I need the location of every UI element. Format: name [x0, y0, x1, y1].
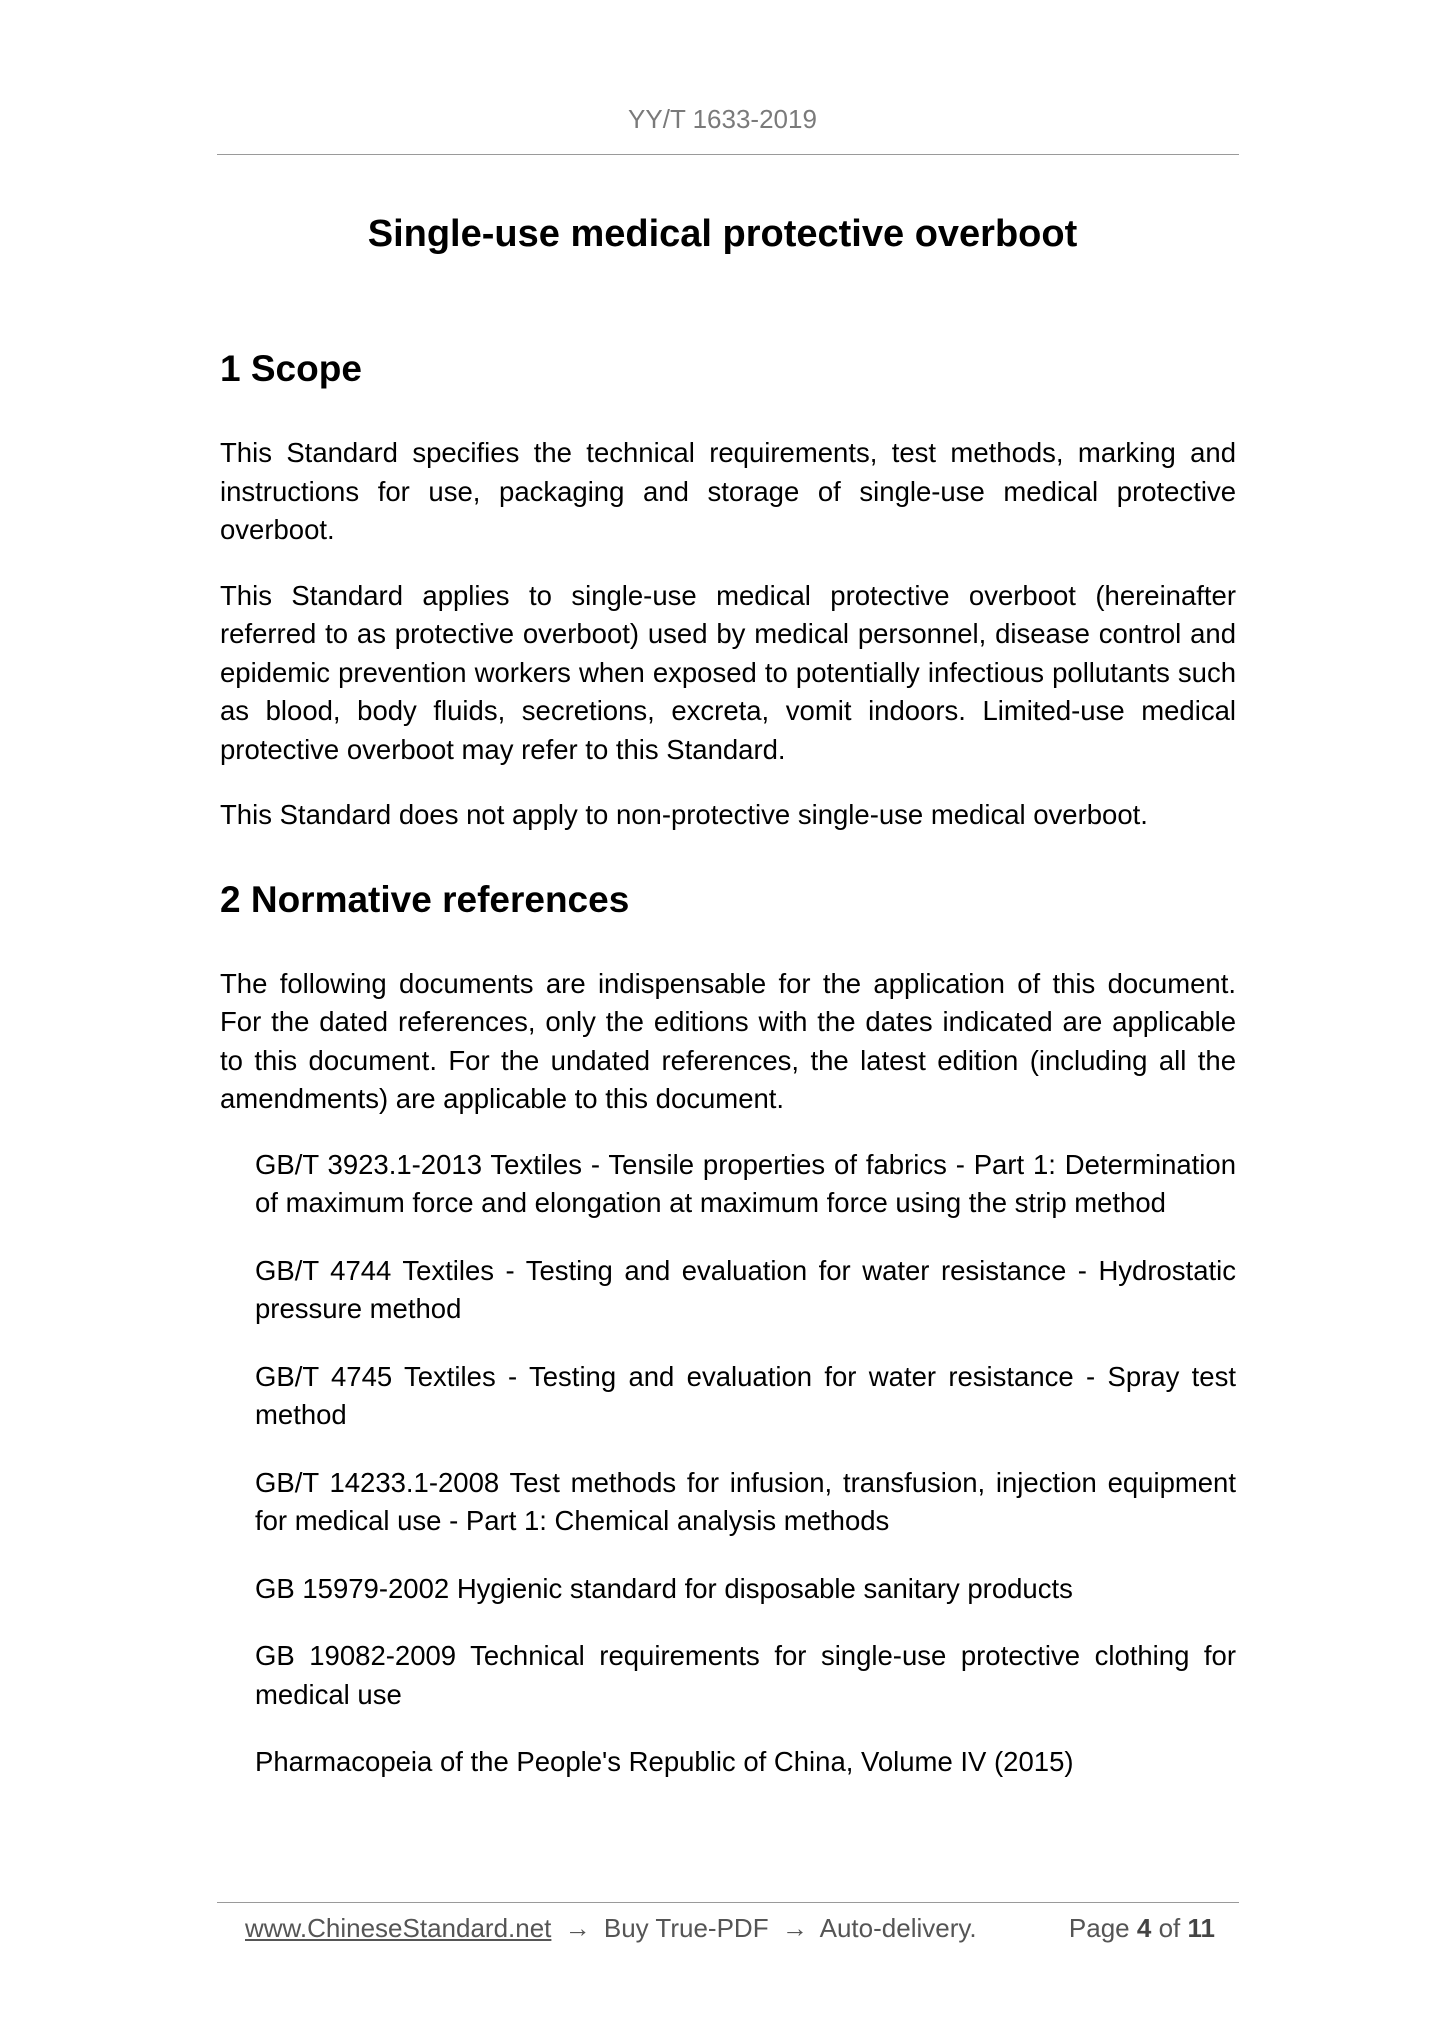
scope-paragraph: This Standard does not apply to non-protective single-use medical overboot. [220, 799, 1148, 830]
scope-paragraph: This Standard applies to single-use medical protective overboot (hereinafter referred to as protective overboot) used by medical personnel, disease control and epidemic prevention workers when exposed to potentially infectious pollutants such as blood, body fluids, secretions, excreta, vomit indoors. Limited-use medical protective overboot may refer to this Standard. [220, 579, 1236, 765]
page-footer [245, 1908, 1215, 1948]
footer-step-buy: Buy True-PDF [603, 1913, 769, 1943]
total-page-count: 11 [1187, 1913, 1215, 1943]
arrow-right-icon: → [564, 1913, 591, 1943]
page-title: Single-use medical protective overboot [367, 213, 1078, 255]
current-page-number: 4 [1136, 1913, 1152, 1943]
arrow-right-icon: → [781, 1913, 808, 1943]
references-intro: The following documents are indispensable for the application of this document. For the dated references, only the editions with the dates indicated are applicable to this document. For the undated references, the latest edition (including all the amendments) are applicable to this document. [220, 967, 1236, 1114]
reference-item: GB/T 4744 Textiles - Testing and evaluation for water resistance - Hydrostatic pressure method [255, 1254, 1236, 1324]
page-label: Page [1068, 1913, 1130, 1943]
reference-item: Pharmacopeia of the People's Republic of China, Volume IV (2015) [255, 1746, 1074, 1777]
reference-item: GB/T 3923.1-2013 Textiles - Tensile properties of fabrics - Part 1: Determination of maximum force and elongation at maximum force using the strip method [255, 1148, 1236, 1218]
document-id-header: YY/T 1633-2019 [628, 104, 817, 134]
reference-item: GB/T 4745 Textiles - Testing and evaluation for water resistance - Spray test method [255, 1360, 1236, 1430]
page-indicator [1069, 1908, 1215, 1948]
document-body [220, 346, 1236, 1811]
section-heading-normative-references: 2 Normative references [220, 878, 630, 920]
section-heading-scope: 1 Scope [220, 348, 362, 389]
reference-item: GB 15979-2002 Hygienic standard for disposable sanitary products [255, 1572, 1073, 1604]
reference-list [220, 1146, 1236, 1782]
header-divider [217, 154, 1239, 155]
reference-item: GB/T 14233.1-2008 Test methods for infusion, transfusion, injection equipment for medical use - Part 1: Chemical analysis methods [255, 1466, 1236, 1536]
scope-paragraph: This Standard specifies the technical requirements, test methods, marking and instructions for use, packaging and storage of single-use medical protective overboot. [220, 437, 1236, 545]
footer-divider [217, 1902, 1239, 1903]
page-of-label: of [1158, 1913, 1181, 1943]
website-link[interactable]: www.ChineseStandard.net [245, 1913, 552, 1943]
footer-step-delivery: Auto-delivery. [819, 1913, 977, 1943]
reference-item: GB 19082-2009 Technical requirements for single-use protective clothing for medical use [255, 1640, 1236, 1710]
